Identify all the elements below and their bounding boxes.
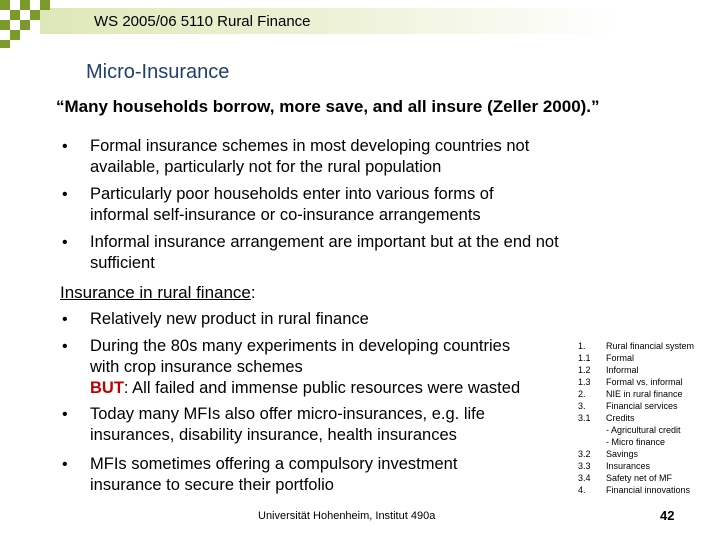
bullet-line: MFIs sometimes offering a compulsory investment <box>90 455 458 473</box>
toc-label: Safety net of MF <box>606 473 673 483</box>
bullet-symbol: • <box>62 234 68 251</box>
bullet-line: During the 80s many experiments in developing countries <box>90 337 511 355</box>
bullet-symbol: • <box>62 338 68 355</box>
toc-item <box>578 352 694 364</box>
toc-label: Credits <box>606 413 635 423</box>
toc-label: - Micro finance <box>606 437 666 447</box>
checkered-logo-icon <box>0 0 60 48</box>
bullet-top-2 <box>90 184 494 226</box>
toc-item <box>578 376 694 388</box>
toc-item <box>578 412 694 424</box>
bullet-symbol: • <box>62 186 68 203</box>
toc-number: 2. <box>578 389 586 399</box>
section-heading-suffix: : <box>250 283 256 302</box>
bullet-line: sufficient <box>90 254 155 272</box>
bullet-symbol: • <box>62 456 68 473</box>
toc-label: Informal <box>606 365 639 375</box>
toc-number <box>578 424 606 436</box>
toc-label: NIE in rural finance <box>606 389 683 399</box>
bullet-bottom-1: Relatively new product in rural finance <box>90 310 369 328</box>
toc-number: 3. <box>578 401 586 411</box>
toc-number: 1. <box>578 341 586 351</box>
bullet-bottom-3 <box>90 404 485 446</box>
toc-number: 1.2 <box>578 365 591 375</box>
slide-title: Micro-Insurance <box>86 61 230 83</box>
section-heading-underlined: Insurance in rural finance <box>60 283 251 302</box>
toc-label: Savings <box>606 449 639 459</box>
toc-number: 1.3 <box>578 377 591 387</box>
bullet-line-rest: : All failed and immense public resources were wasted <box>123 379 521 397</box>
bullet-top-1 <box>90 136 529 178</box>
toc-number: 3.3 <box>578 461 591 471</box>
toc-item <box>578 448 694 460</box>
toc-label: Formal <box>606 353 635 363</box>
toc-number: 3.2 <box>578 449 591 459</box>
bullet-symbol: • <box>62 406 68 423</box>
bullet-line: Informal insurance arrangement are important but at the end not <box>90 233 559 251</box>
toc-item <box>578 460 694 472</box>
toc-item <box>578 424 694 436</box>
bullet-line: Formal insurance schemes in most developing countries not <box>90 137 530 155</box>
toc-label: Financial innovations <box>606 485 691 495</box>
bullet-bottom-4 <box>90 454 457 496</box>
footer-institution: Universität Hohenheim, Institut 490a <box>258 510 436 522</box>
toc-item <box>578 484 694 496</box>
bullet-symbol: • <box>62 311 68 328</box>
toc-item <box>578 340 694 352</box>
bullet-line: available, particularly not for the rural population <box>90 158 442 176</box>
toc-item <box>578 388 694 400</box>
bullet-line: insurances, disability insurance, health insurances <box>90 426 457 444</box>
bullet-top-3 <box>90 232 559 274</box>
section-heading <box>60 283 256 303</box>
bullet-line: insurance to secure their portfolio <box>90 476 334 494</box>
toc-item <box>578 364 694 376</box>
bullet-bottom-2 <box>90 336 520 399</box>
bullet-line: informal self-insurance or co-insurance arrangements <box>90 206 481 224</box>
bullet-line <box>90 378 520 399</box>
toc-label: Financial services <box>606 401 678 411</box>
table-of-contents <box>578 340 694 496</box>
bullet-line: Particularly poor households enter into various forms of <box>90 185 494 203</box>
bullet-line: with crop insurance schemes <box>90 358 303 376</box>
but-keyword: BUT <box>90 379 124 397</box>
toc-label: Formal vs. informal <box>606 377 683 387</box>
bullet-line: Today many MFIs also offer micro-insurances, e.g. life <box>90 405 485 423</box>
quote: “Many households borrow, more save, and all insure (Zeller 2000).” <box>56 97 600 116</box>
toc-item <box>578 472 694 484</box>
toc-label: Insurances <box>606 461 651 471</box>
header-title: WS 2005/06 5110 Rural Finance <box>94 13 311 30</box>
toc-number: 4. <box>578 485 586 495</box>
bullet-symbol: • <box>62 138 68 155</box>
toc-label: - Agricultural credit <box>606 425 681 435</box>
toc-number: 1.1 <box>578 353 591 363</box>
page-number: 42 <box>660 508 675 523</box>
toc-number: 3.4 <box>578 473 591 483</box>
toc-number: 3.1 <box>578 413 591 423</box>
toc-label: Rural financial system <box>606 341 695 351</box>
toc-item <box>578 436 694 448</box>
toc-number <box>578 436 606 448</box>
toc-item <box>578 400 694 412</box>
